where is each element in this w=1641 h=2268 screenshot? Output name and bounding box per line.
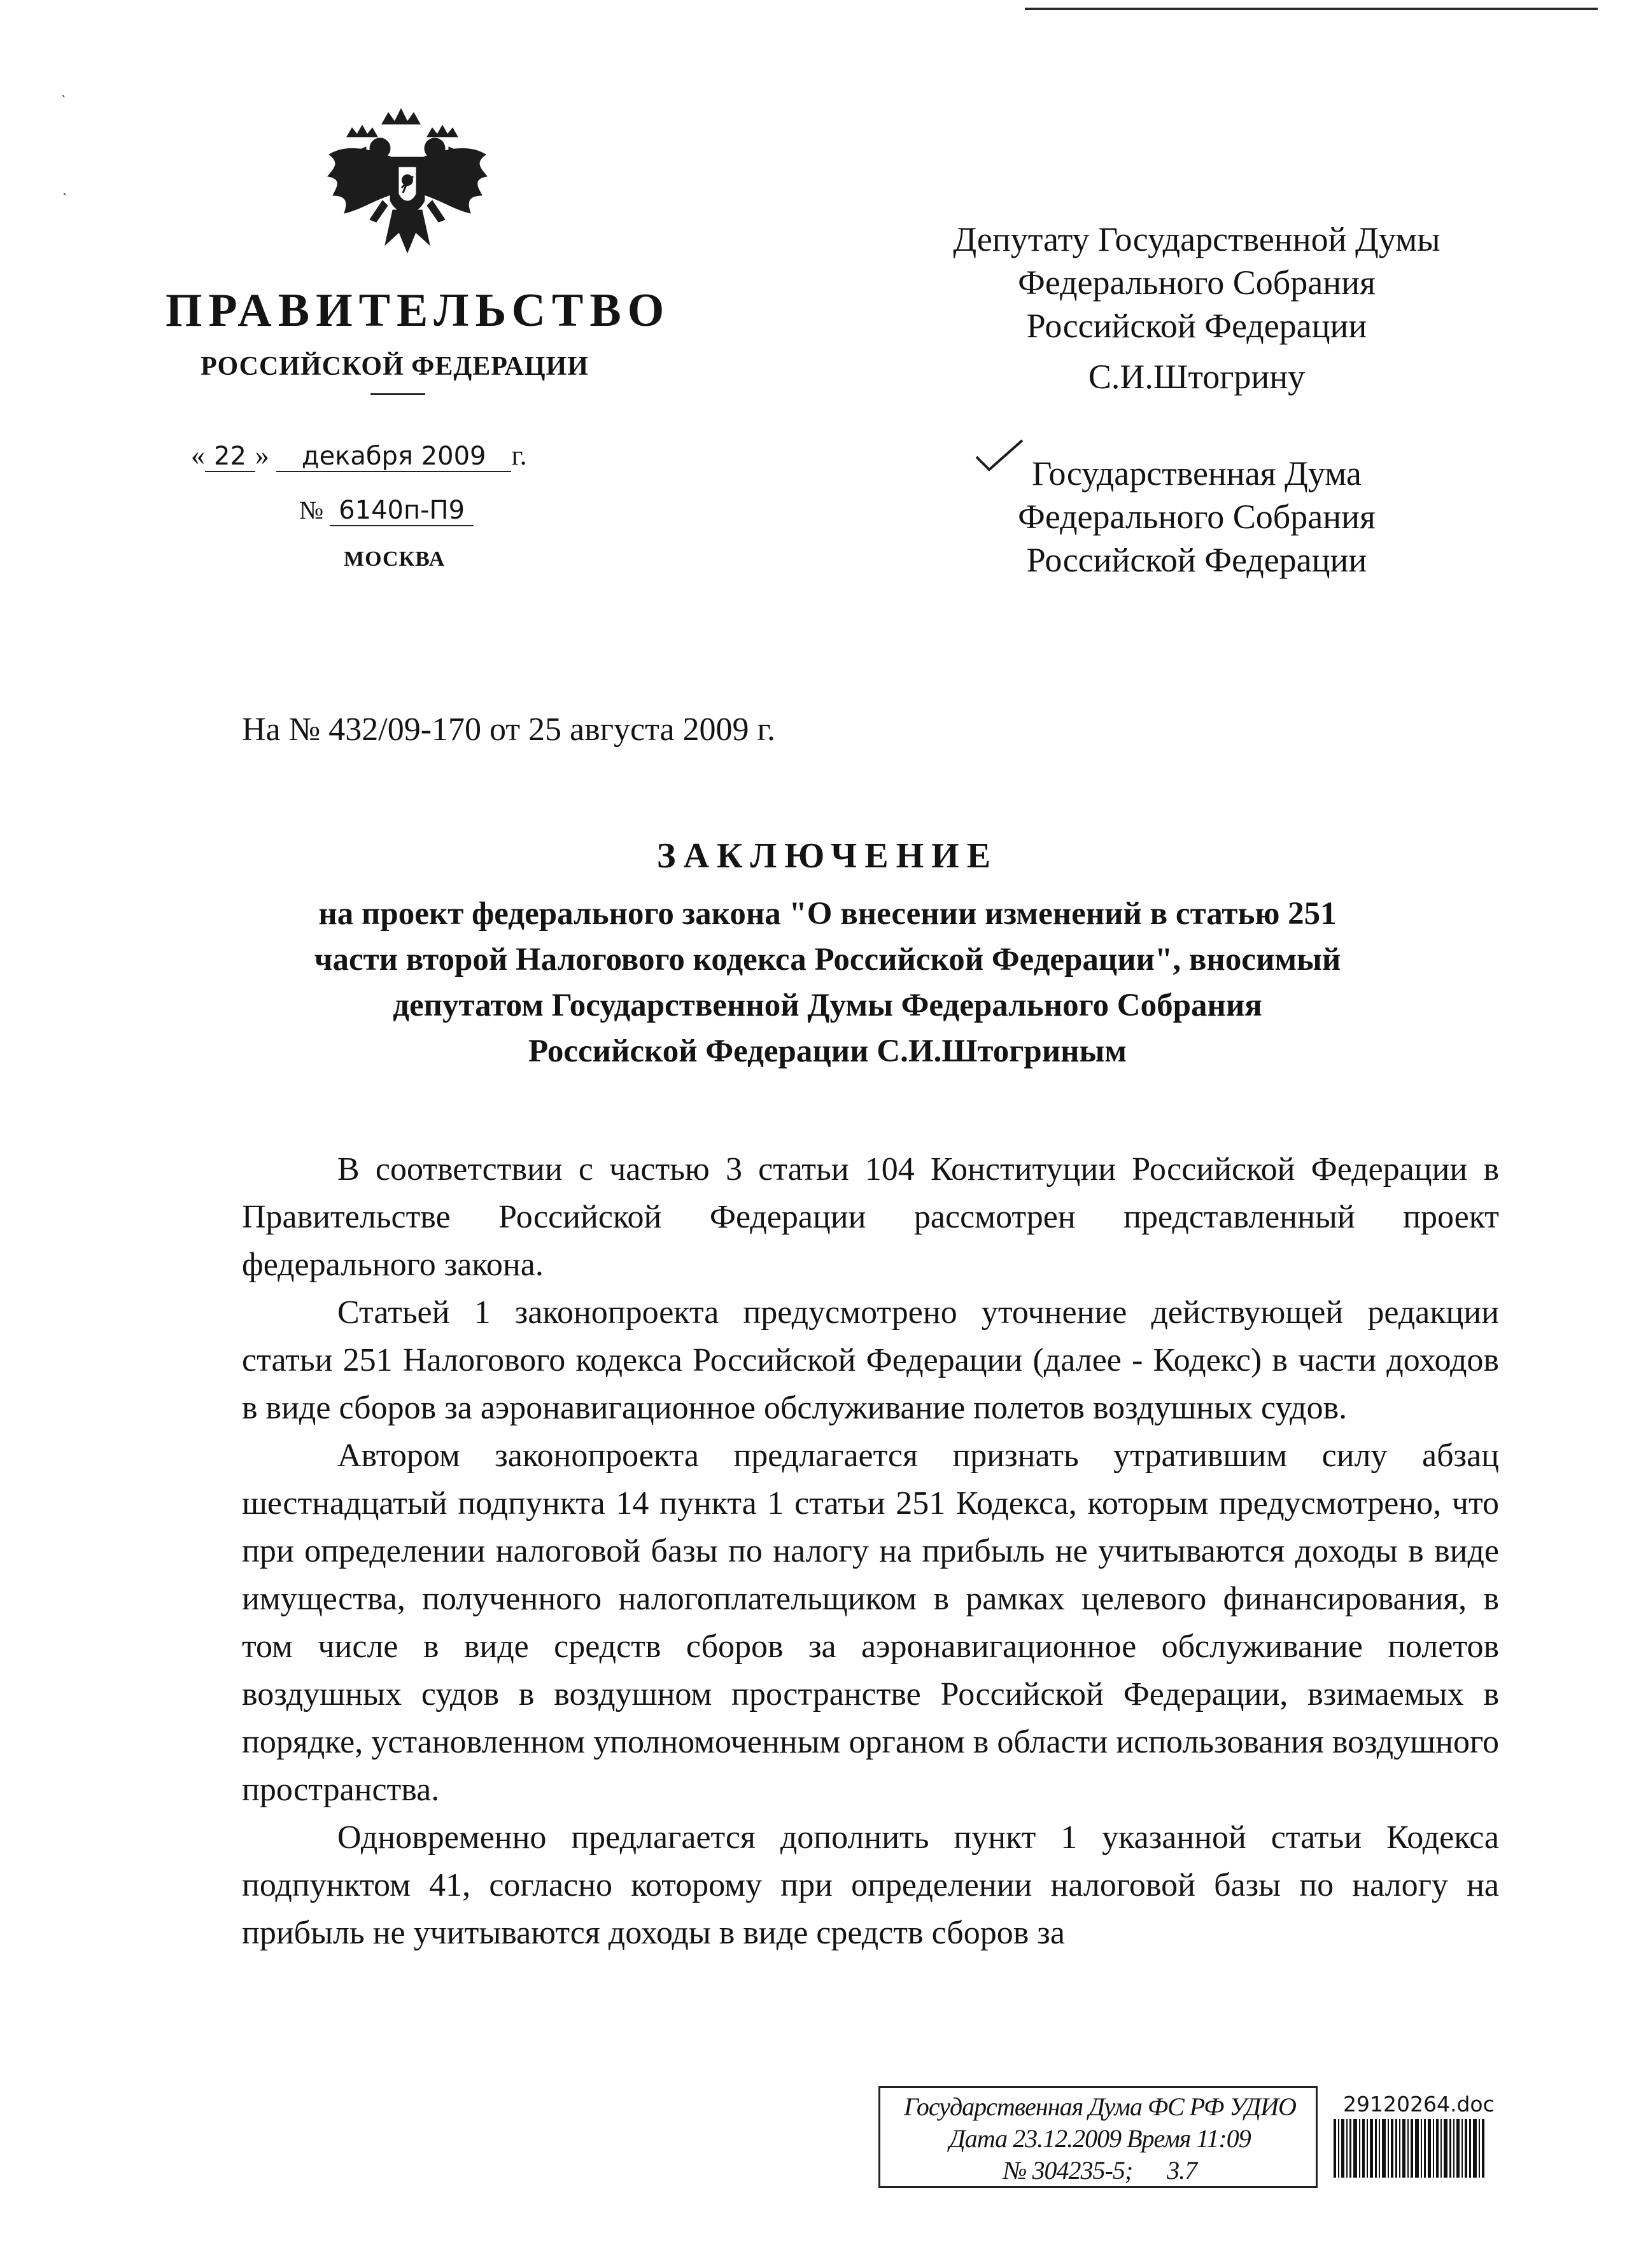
date-month-year: декабря 2009 (276, 442, 512, 472)
paragraph: Автором законопроекта предлагается признать утратившим силу абзац шестнадцатый подпункта 14 пункта 1 статьи 251 Кодекса, которым предусмотрено, что при определении налоговой базы по налогу на прибыль не учитываются доходы в виде имущества, полученного налогоплательщиком в рамках целевого финансирования, в том числе в виде средств сборов за аэронавигационное обслуживание полетов воздушных судов в воздушном пространстве Российской Федерации, взимаемых в порядке, установленном уполномоченным органом в области использования воздушного пространства. (242, 1438, 1499, 1808)
document-title: ЗАКЛЮЧЕНИЕ (656, 836, 999, 876)
date-open-quote: « (191, 440, 205, 471)
number-prefix: № (299, 496, 324, 524)
addressee-line: Российской Федерации (1026, 307, 1367, 345)
addressee-line: Федерального Собрания (1018, 263, 1376, 302)
stamp-line: Дата 23.12.2009 Время 11:09 (949, 2124, 1251, 2153)
scan-speck: ˎ (61, 81, 66, 97)
barcode-icon (1334, 2119, 1486, 2178)
recipient-line: Российской Федерации (1026, 541, 1367, 579)
subject-line: депутатом Государственной Думы Федерального Собрания (393, 988, 1262, 1023)
addressee-line: Депутату Государственной Думы (953, 220, 1440, 258)
subject-line: части второй Налогового кодекса Российской Федерации", вносимый (314, 942, 1341, 977)
date-day: 22 (205, 442, 255, 472)
paragraph: Статьей 1 законопроекта предусмотрено уточнение действующей редакции статьи 251 Налогового кодекса Российской Федерации (далее - Кодекс) в части доходов в виде сборов за аэронавигационное обслуживание полетов воздушных судов. (242, 1294, 1499, 1426)
city: МОСКВА (344, 547, 446, 571)
registration-stamp (878, 2086, 1318, 2188)
paragraph: В соответствии с частью 3 статьи 104 Конституции Российской Федерации в Правительстве Российской Федерации рассмотрен представленный проект федерального закона. (242, 1151, 1499, 1283)
file-name: 29120264.doc (1343, 2092, 1495, 2117)
reference-line: На № 432/09-170 от 25 августа 2009 г. (242, 711, 775, 748)
top-edge-line (1025, 8, 1598, 10)
recipient-line: Государственная Дума (1032, 454, 1362, 493)
date-close-quote: » (255, 440, 269, 471)
date-line (191, 439, 527, 472)
subject-line: на проект федерального закона "О внесении изменений в статью 251 (318, 896, 1337, 932)
org-title: ПРАВИТЕЛЬСТВО (166, 284, 671, 337)
stamp-line: № 304235-5; 3.7 (1003, 2156, 1197, 2185)
divider (370, 393, 425, 395)
coat-of-arms-icon (321, 105, 493, 261)
number-value: 6140п-П9 (330, 496, 474, 526)
recipient-block (878, 452, 1515, 582)
paragraph: Одновременно предлагается дополнить пункт 1 указанной статьи Кодекса подпунктом 41, согласно которому при определении налоговой базы по налогу на прибыль не учитываются доходы в виде средств сборов за (242, 1819, 1499, 1951)
stamp-line: Государственная Дума ФС РФ УДИО (904, 2092, 1296, 2121)
scan-speck: ˏ (62, 179, 67, 195)
date-suffix: г. (511, 440, 527, 471)
addressee-block (878, 218, 1515, 398)
subject-line: Российской Федерации С.И.Штогриным (528, 1033, 1127, 1069)
document-number (299, 495, 474, 526)
org-subtitle: РОССИЙСКОЙ ФЕДЕРАЦИИ (201, 352, 589, 381)
document-subject (210, 891, 1445, 1074)
recipient-line: Федерального Собрания (1018, 498, 1376, 536)
addressee-name: С.И.Штогрину (1088, 358, 1306, 396)
body-text (242, 1145, 1499, 1957)
